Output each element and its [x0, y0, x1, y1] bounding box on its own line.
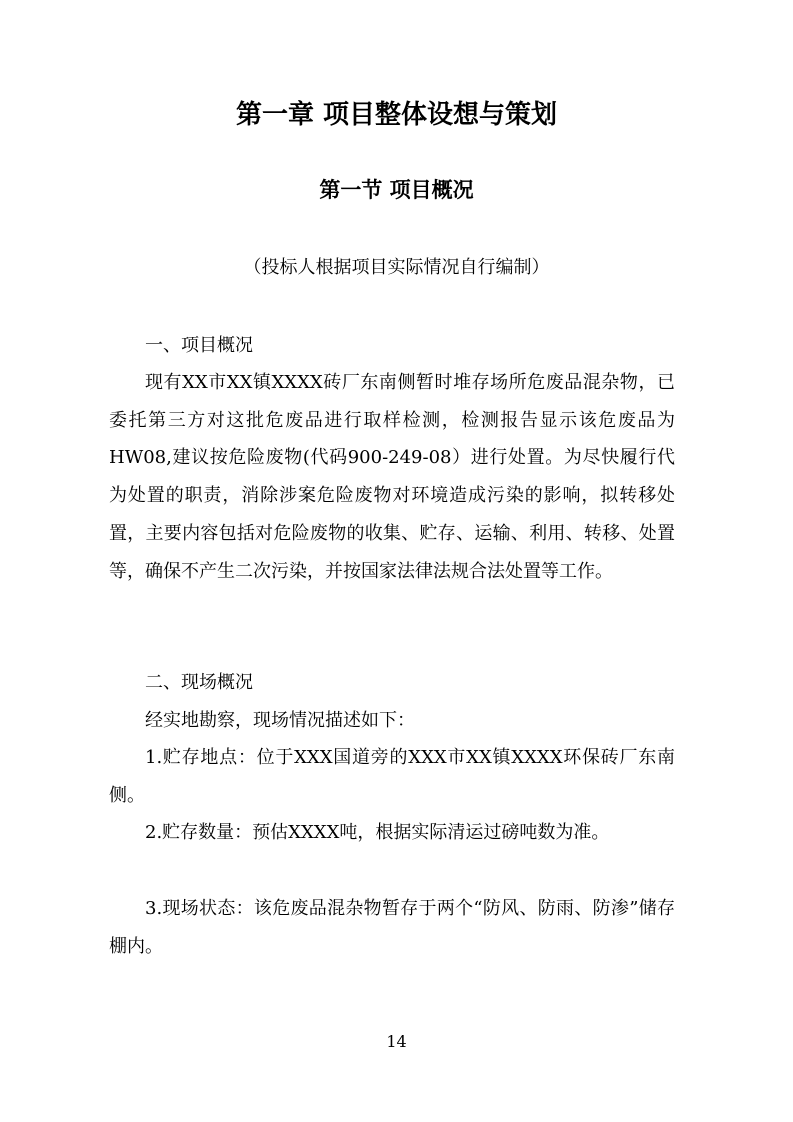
section-title: 第一节 项目概况: [319, 178, 474, 202]
site-status-paragraph: 3.现场状态：该危废品混杂物暂存于两个“防风、防雨、防渗”储存棚内。: [109, 898, 675, 957]
page-number: 14: [386, 1032, 407, 1051]
overview-paragraph: 现有XX市XX镇XXXX砖厂东南侧暂时堆存场所危废品混杂物，已委托第三方对这批危废品进行取样检测，检测报告显示该危废品为HW08,建议按危险废物(代码900-249-08）进行处置。为尽快履行代为处置的职责，消除涉案危险废物对环境造成污染的影响，拟转移处置，主要内容包括对危险废物的收集、贮存、运输、利用、转移、处置等，确保不产生二次污染，并按国家法律法规合法处置等工作。: [109, 372, 675, 582]
site-intro-paragraph: 经实地勘察，现场情况描述如下：: [145, 710, 415, 731]
site-quantity-paragraph: 2.贮存数量：预估XXXX吨，根据实际清运过磅吨数为准。: [145, 822, 610, 843]
section-heading-overview: 一、项目概况: [145, 335, 253, 356]
chapter-title: 第一章 项目整体设想与策划: [235, 100, 558, 130]
instruction-note: （投标人根据项目实际情况自行编制）: [243, 257, 550, 278]
section-heading-site: 二、现场概况: [145, 672, 253, 693]
site-location-paragraph: 1.贮存地点：位于XXX国道旁的XXX市XX镇XXXX环保砖厂东南侧。: [109, 747, 675, 806]
